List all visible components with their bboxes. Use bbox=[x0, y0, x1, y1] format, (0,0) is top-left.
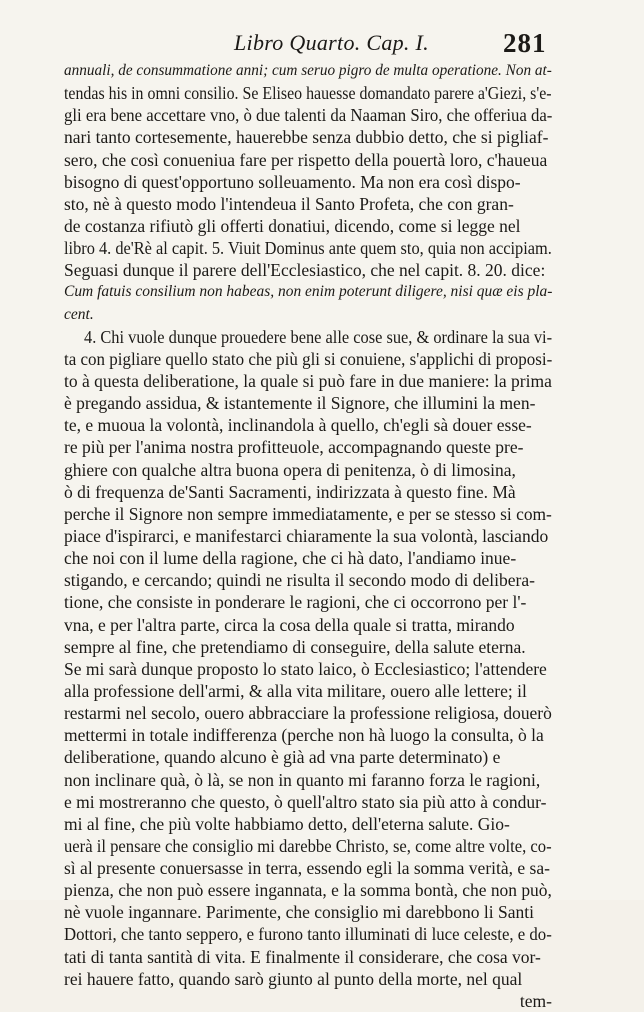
text-line: perche il Signore non sempre immediatamente, e per se stesso si com- bbox=[64, 503, 552, 524]
text-line: stigando, e cercando; quindi ne risulta il secondo modo di delibera- bbox=[64, 570, 535, 591]
text-line: rei hauere fatto, quando sarò giunto al punto della morte, nel qual bbox=[64, 968, 523, 989]
text-line: uerà il pensare che consiglio mi darebbe Christo, se, come altre volte, co- bbox=[64, 835, 552, 856]
text-line: deliberatione, quando alcuno è già ad vna parte determinato) e bbox=[64, 747, 501, 768]
text-line: Seguasi dunque il parere dell'Ecclesiastico, che nel capit. 8. 20. dice: bbox=[64, 260, 546, 281]
text-line: sero, che così conueniua fare per rispetto della pouertà loro, c'haueua bbox=[64, 149, 548, 170]
text-line: tione, che consiste in ponderare le ragioni, che ci occorrono per l'- bbox=[64, 592, 527, 613]
text-line: e mi mostreranno che questo, ò quell'altro stato sia più atto à condur- bbox=[64, 791, 547, 812]
text-line: vna, e per l'altra parte, circa la cosa della quale si tratta, mirando bbox=[64, 614, 515, 635]
text-line: re più per l'anima nostra profitteuole, accompagnando queste pre- bbox=[64, 437, 524, 458]
page-number: 281 bbox=[503, 28, 547, 58]
text-line: Dottori, che tanto seppero, e furono tanto illuminati di luce celeste, e do- bbox=[64, 924, 552, 945]
text-line: sì al presente conuersasse in terra, essendo egli la somma verità, e sa- bbox=[64, 858, 550, 879]
text-line: mettermi in totale indifferenza (perche non hà luogo la consulta, ò la bbox=[64, 725, 544, 746]
catchword: tem- bbox=[519, 990, 552, 1011]
text-line: piace d'ispirarci, e manifestarci chiaramente la sua volontà, lasciando bbox=[64, 525, 549, 546]
running-title: Libro Quarto. Cap. I. bbox=[234, 30, 429, 55]
text-line: libro 4. de'Rè al capit. 5. Viuit Dominus ante quem sto, quia non accipiam. bbox=[64, 238, 552, 259]
text-line: non inclinare quà, ò là, se non in quanto mi faranno forza le ragioni, bbox=[64, 769, 541, 790]
text-line: che noi con il lume della ragione, che ci hà dato, l'andiamo inue- bbox=[64, 548, 517, 569]
text-line: restarmi nel secolo, ouero abbracciare la professione religiosa, douerò bbox=[64, 703, 552, 724]
text-line: nari tanto cortesemente, hauerebbe senza dubbio detto, che si pigliaf- bbox=[64, 127, 549, 148]
text-line: gli era bene accettare vno, ò due talenti da Naaman Siro, che offeriua da- bbox=[64, 105, 552, 126]
text-line: tendas his in omni consilio. Se Eliseo hauesse domandato parere a'Giezi, s'e- bbox=[64, 83, 552, 104]
text-line: 4. Chi vuole dunque prouedere bene alle cose sue, & ordinare la sua vi- bbox=[84, 326, 552, 347]
text-line: Cum fatuis consilium non habeas, non enim poterunt diligere, nisi quæ eis pla- bbox=[64, 283, 552, 301]
text-line: cent. bbox=[64, 305, 94, 323]
text-line: nè vuole ingannare. Parimente, che consiglio mi darebbono li Santi bbox=[64, 902, 534, 923]
text-line: tati di tanta santità di vita. E finalmente il considerare, che cosa vor- bbox=[64, 946, 541, 967]
text-line: sto, nè à questo modo l'intendeua il Santo Profeta, che con gran- bbox=[64, 193, 514, 214]
text-line: de costanza rifiutò gli offerti donatiui, dicendo, come si legge nel bbox=[64, 215, 521, 236]
text-line: mi al fine, che più volte habbiamo detto, dell'eterna salute. Gio- bbox=[64, 813, 510, 834]
text-line: alla professione dell'armi, & alla vita militare, ouero alle lettere; il bbox=[64, 680, 527, 701]
text-line: te, e muoua la volontà, inclinandola à quello, ch'egli sà douer esse- bbox=[64, 415, 532, 436]
text-line: pienza, che non può essere ingannata, e la somma bontà, che non può, bbox=[64, 880, 552, 901]
text-line: bisogno di quest'opportuno solleuamento. Ma non era così dispo- bbox=[64, 171, 521, 192]
text-line: Se mi sarà dunque proposto lo stato laico, ò Ecclesiastico; l'attendere bbox=[64, 658, 547, 679]
text-line: annuali, de consummatione anni; cum seruo pigro de multa operatione. Non at- bbox=[64, 62, 552, 79]
body-text bbox=[64, 60, 552, 1012]
text-line: to à questa deliberatione, la quale si può fare in due maniere: la prima bbox=[64, 370, 552, 391]
text-line: è pregando assidua, & istantemente il Signore, che illumini la men- bbox=[64, 393, 536, 414]
page-header bbox=[0, 30, 644, 56]
text-line: sempre al fine, che pretendiamo di conseguire, della salute eterna. bbox=[64, 636, 526, 657]
text-line: ghiere con qualche altra buona opera di penitenza, ò di limosina, bbox=[64, 459, 516, 480]
text-line: ta con pigliare quello stato che più gli si conuiene, s'applichi di proposi- bbox=[64, 348, 552, 369]
text-line: ò di frequenza de'Santi Sacramenti, indirizzata à questo fine. Mà bbox=[64, 481, 516, 502]
